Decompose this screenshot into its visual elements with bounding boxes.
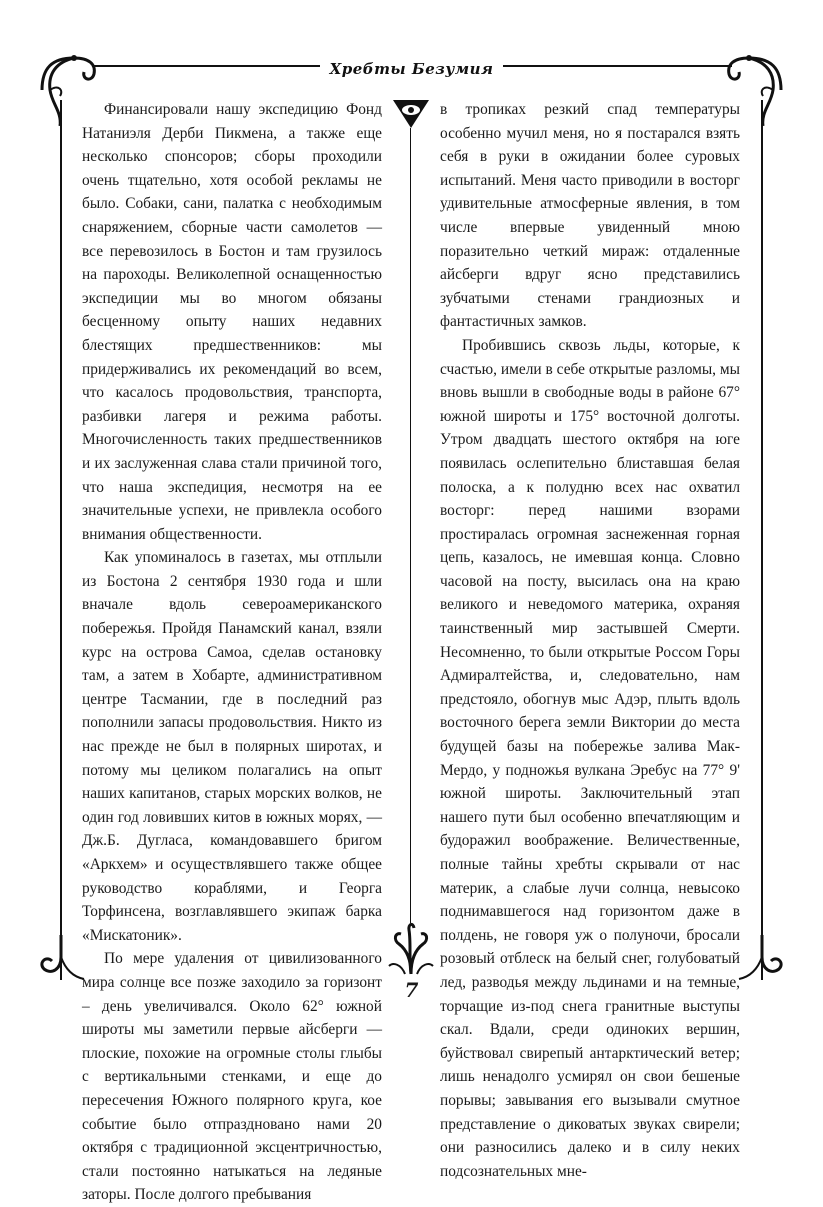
frame-right-border xyxy=(761,100,763,980)
paragraph: По мере удаления от цивилизованного мира солнце все позже заходило за горизонт – день увеличивался. Около 62° южной широты мы заметили первые айсберги — плоские, похожие на огромные столы глыбы с вертикальными стенками, и еще до пересечения Южного полярного круга, кое событие было отпраздновано нами 20 октября с традиционной эксцентричностью, стали постоянно натыкаться на ледяные заторы. После долгого пребывания xyxy=(82,950,382,1204)
paragraph-continued: в тропиках резкий спад температуры особенно мучил меня, но я постарался взять себя в руки в ожидании более суровых испытаний. Меня часто приводили в восторг удивительные атмосферные явления, в том числе впервые увиденный мною поразительно четкий мираж: отдаленные айсберги вдруг ясно представились зубчатыми стенами грандиозных и фантастичных замков. xyxy=(440,101,740,331)
column-divider xyxy=(410,128,411,923)
book-title: Хребты Безумия xyxy=(320,60,504,78)
paragraph: Пробившись сквозь льды, которые, к счастью, имели в себе открытые разломы, мы вновь вышли в свободные воды в районе 67° южной широты и 175° восточной долготы. Утром двадцать шестого октября на юге появилась ослепительно блиставшая белая полоска, а к полудню всех нас охватил восторг: перед нашими взорами простиралась огромная заснеженная горная цепь, казалось, не имевшая конца. Словно часовой на посту, высилась она на краю великого и неведомого материка, охраняя таинственный мир застывшей Смерти. Несомненно, то были открытые Россом Горы Адмиралтейства, и, следовательно, нам предстояло, обогнув мыс Адэр, плыть вдоль восточного берега земли Виктории до места будущей базы на побережье залива Мак-Мердо, у подножья вулкана Эребус на 77° 9' южной широты. Заключительный этап нашего пути был особенно впечатляющим и будоражил воображение. Величественные, полные тайны хребты скрывали от нас материк, а слабые лучи солнца, невысоко поднимавшегося над горизонтом даже в полдень, не говоря уж о полуночи, бросали розовый отблеск на белый снег, голубоватый лед, разводья между льдинами и на темные, торчащие из-под снега гранитные выступы скал. Вдали, среди одиноких вершин, буйствовал свирепый антарктический ветер; лишь ненадолго усмирял он свои бешеные порывы; завывания его вызывали смутное представление о диковатых звуках свирели; они разносились далеко и в силу неких подсознательных мне- xyxy=(440,336,740,1180)
eye-triangle-ornament-icon xyxy=(389,96,433,132)
paragraph: Как упоминалось в газетах, мы отплыли из Бостона 2 сентября 1930 года и шли вначале вдоль североамериканского побережья. Пройдя Панамский канал, взяли курс на острова Самоа, сделав остановку там, а затем в Хобарте, административном центре Тасмании, где в последний раз пополнили запасы продовольствия. Никто из нас прежде не был в полярных широтах, и потому мы целиком полагались на опыт наших капитанов, старых морских волков, не один год ловивших китов в южных морях, — Дж.Б. Дугласа, командовавшего бригом «Аркхем» и осуществлявшего также общее руководство кораблями, и Георга Торфинсена, возглавлявшего экипаж барка «Мискатоник». xyxy=(82,549,382,944)
right-text-column xyxy=(440,98,740,1183)
running-header xyxy=(0,60,823,78)
page-number: 7 xyxy=(404,978,419,1002)
paragraph: Финансировали нашу экспедицию Фонд Натаниэля Дерби Пикмена, а также еще несколько спонсоров; сборы проходили очень тщательно, хотя особой рекламы не было. Собаки, сани, палатка с необходимым снаряжением, сборные части самолетов — все перевозилось в Бостон и там грузилось на пароходы. Великолепной оснащенностью экспедиции мы во многом обязаны бесценному опыту наших недавних блестящих предшественников: мы придерживались их рекомендаций во всем, что касалось продовольствия, транспорта, разбивки лагеря и режима работы. Многочисленность таких предшественников и их заслуженная слава стали причиной того, что наша экспедиция, несмотря на ее значительные успехи, не привлекла особого внимания общественности. xyxy=(82,101,382,543)
tentacle-ornament-icon xyxy=(385,920,437,976)
left-text-column xyxy=(82,98,382,1207)
frame-left-border xyxy=(60,100,62,980)
